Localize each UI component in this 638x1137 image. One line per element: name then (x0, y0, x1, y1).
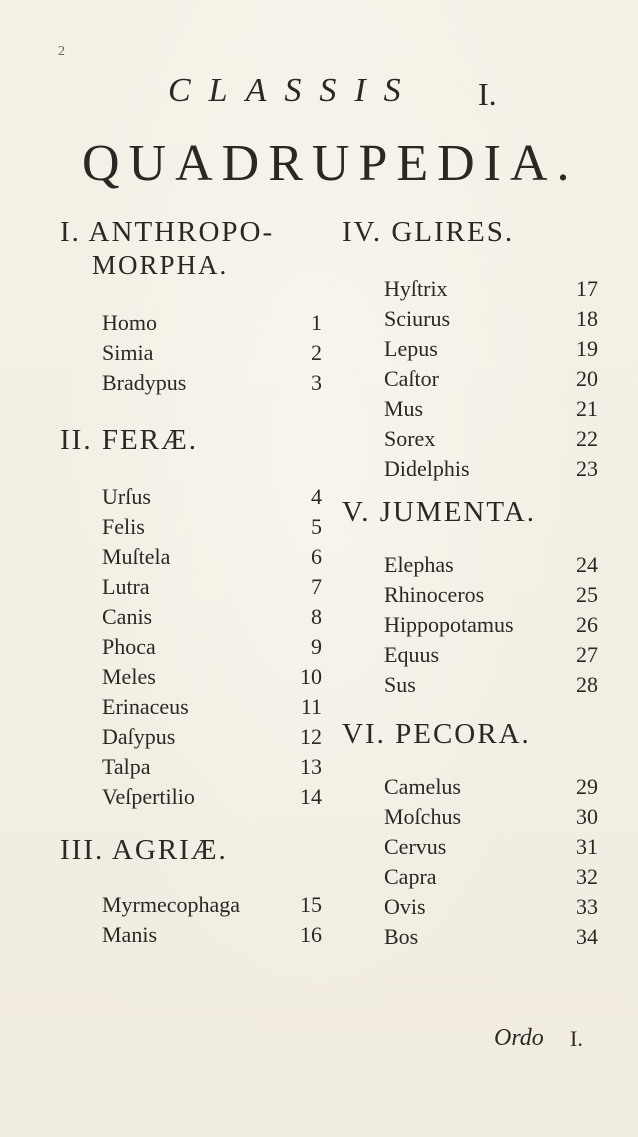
genus-number: 12 (300, 724, 322, 749)
genus-number: 31 (576, 834, 598, 859)
genus-name: Daſypus (102, 724, 176, 749)
order-heading-agriae: III. AGRIÆ. (60, 834, 228, 866)
genus-number: 13 (300, 754, 322, 779)
genus-name: Lepus (384, 336, 438, 361)
genus-number: 17 (576, 276, 598, 301)
list-item (384, 364, 598, 394)
genus-name: Hyſtrix (384, 276, 448, 301)
genus-name: Lutra (102, 574, 150, 599)
genus-number: 10 (300, 664, 322, 689)
genus-number: 21 (576, 396, 598, 421)
genus-name: Ovis (384, 894, 426, 919)
genus-number: 34 (576, 924, 598, 949)
list-item (102, 512, 322, 542)
order-heading-pecora: VI. PECORA. (342, 718, 531, 750)
list-item (384, 832, 598, 862)
genus-name: Mus (384, 396, 424, 421)
genus-name: Muſtela (102, 544, 171, 569)
list-item (384, 772, 598, 802)
genus-name: Felis (102, 514, 145, 539)
genus-name: Rhinoceros (384, 582, 485, 607)
genus-name: Sciurus (384, 306, 450, 331)
list-item (102, 368, 322, 398)
order-heading-glires: IV. GLIRES. (342, 216, 515, 248)
genus-name: Sorex (384, 426, 436, 451)
page-title: QUADRUPEDIA. (82, 135, 579, 192)
genus-name: Veſpertilio (102, 784, 195, 809)
genus-number: 20 (576, 366, 598, 391)
list-item (384, 610, 598, 640)
catchword-numeral: I. (570, 1026, 583, 1051)
genus-number: 8 (311, 604, 322, 629)
genus-name: Canis (102, 604, 153, 629)
classis-heading: CLASSIS (168, 72, 419, 109)
list-item (102, 572, 322, 602)
genus-number: 22 (576, 426, 598, 451)
list-item (384, 304, 598, 334)
list-item (102, 752, 322, 782)
genus-number: 9 (311, 634, 322, 659)
genus-number: 16 (300, 922, 322, 947)
list-item (384, 454, 598, 484)
genus-number: 32 (576, 864, 598, 889)
list-item (384, 550, 598, 580)
list-item (102, 338, 322, 368)
list-item (102, 542, 322, 572)
order-heading-anthropomorpha-line1: I. ANTHROPO- (60, 216, 275, 248)
genus-number: 28 (576, 672, 598, 697)
page-number: 2 (58, 44, 65, 59)
genus-name: Phoca (102, 634, 156, 659)
genus-name: Cervus (384, 834, 447, 859)
genus-name: Manis (102, 922, 157, 947)
list-item (384, 394, 598, 424)
list-item (384, 670, 598, 700)
genus-number: 5 (311, 514, 322, 539)
genus-number: 33 (576, 894, 598, 919)
list-item (384, 424, 598, 454)
list-item (102, 602, 322, 632)
order-heading-jumenta: V. JUMENTA. (342, 496, 536, 528)
genus-name: Erinaceus (102, 694, 189, 719)
list-item (102, 782, 322, 812)
genus-number: 15 (300, 892, 322, 917)
genus-name: Bos (384, 924, 419, 949)
list-item (384, 274, 598, 304)
genus-name: Myrmecophaga (102, 892, 241, 917)
list-item (384, 640, 598, 670)
genus-name: Sus (384, 672, 416, 697)
genus-number: 27 (576, 642, 598, 667)
list-item (102, 662, 322, 692)
genus-name: Simia (102, 340, 154, 365)
list-item (384, 862, 598, 892)
genus-name: Hippopotamus (384, 612, 514, 637)
list-item (102, 920, 322, 950)
genus-number: 6 (311, 544, 322, 569)
list-item (102, 632, 322, 662)
genus-number: 4 (311, 484, 322, 509)
genus-number: 30 (576, 804, 598, 829)
list-item (102, 722, 322, 752)
genus-number: 11 (300, 694, 322, 719)
genus-number: 23 (576, 456, 598, 481)
list-item (102, 692, 322, 722)
genus-name: Urſus (102, 484, 151, 509)
genus-name: Homo (102, 310, 157, 335)
genus-number: 2 (311, 340, 322, 365)
genus-number: 3 (311, 370, 322, 395)
list-item (384, 922, 598, 952)
genus-number: 7 (311, 574, 322, 599)
classis-numeral: I. (478, 76, 497, 112)
list-item (102, 308, 322, 338)
genus-name: Moſchus (384, 804, 461, 829)
order-heading-ferae: II. FERÆ. (60, 424, 199, 456)
genus-name: Equus (384, 642, 439, 667)
list-item (384, 802, 598, 832)
genus-name: Talpa (102, 754, 151, 779)
list-item (384, 892, 598, 922)
list-item (384, 580, 598, 610)
genus-number: 14 (300, 784, 322, 809)
genus-number: 25 (576, 582, 598, 607)
order-heading-anthropomorpha-line2: MORPHA. (92, 250, 229, 280)
genus-name: Bradypus (102, 370, 187, 395)
genus-name: Meles (102, 664, 156, 689)
list-item (102, 482, 322, 512)
genus-name: Caſtor (384, 366, 439, 391)
catchword: Ordo (494, 1025, 544, 1051)
genus-number: 19 (576, 336, 598, 361)
genus-name: Elephas (384, 552, 454, 577)
genus-number: 29 (576, 774, 598, 799)
genus-number: 26 (576, 612, 598, 637)
genus-number: 1 (311, 310, 322, 335)
genus-name: Camelus (384, 774, 461, 799)
genus-number: 18 (576, 306, 598, 331)
genus-name: Capra (384, 864, 437, 889)
genus-number: 24 (576, 552, 598, 577)
genus-name: Didelphis (384, 456, 470, 481)
list-item (384, 334, 598, 364)
list-item (102, 890, 322, 920)
